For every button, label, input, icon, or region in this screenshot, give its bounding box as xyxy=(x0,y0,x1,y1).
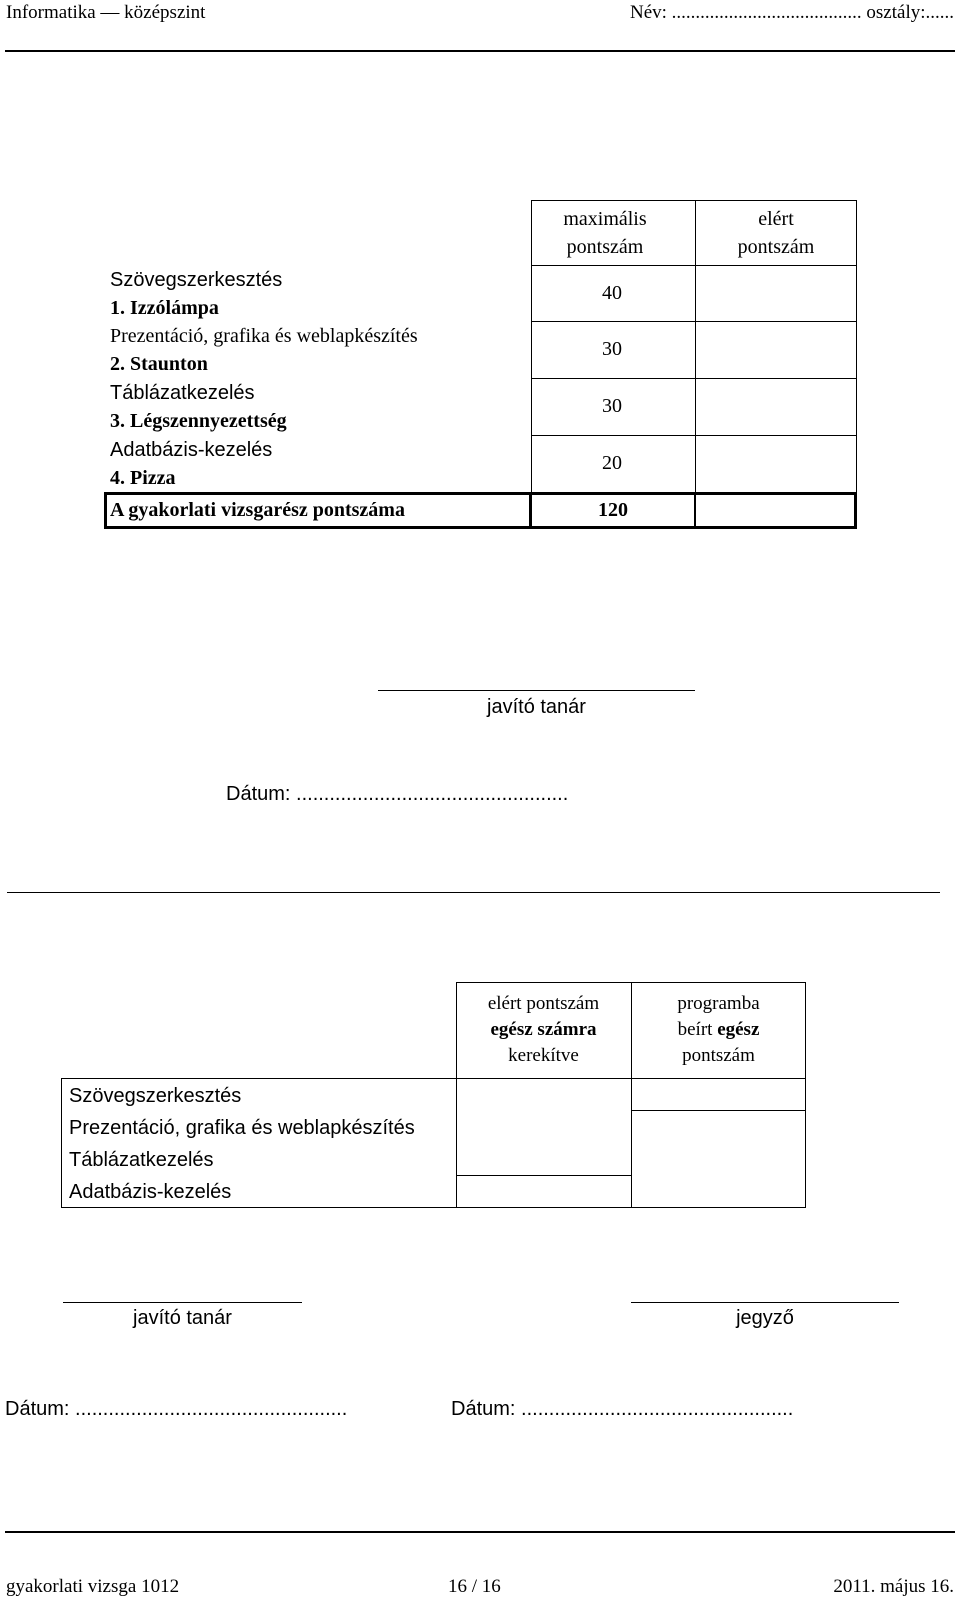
footer-date: 2011. május 16. xyxy=(833,1576,954,1597)
signature-line xyxy=(63,1302,302,1303)
signature-line xyxy=(631,1302,899,1303)
total-label: A gyakorlati vizsgarész pontszáma xyxy=(110,499,405,521)
t1-border xyxy=(531,200,532,527)
t1-total-border xyxy=(104,492,107,529)
table-row xyxy=(110,266,530,322)
achieved-header-line1: elért xyxy=(758,208,794,230)
table-row: Adatbázis-kezelés xyxy=(69,1181,232,1203)
date-field: Dátum: ................................................. xyxy=(451,1398,794,1420)
table-row: Táblázatkezelés xyxy=(69,1149,214,1171)
header-line-bold: egész xyxy=(717,1019,760,1040)
header-line: elért pontszám xyxy=(487,993,600,1014)
table-row: Szövegszerkesztés xyxy=(69,1085,242,1107)
row-category: Adatbázis-kezelés xyxy=(110,439,273,461)
table-row xyxy=(110,322,530,378)
header-line: beírt xyxy=(677,1019,718,1040)
row-max-points: 30 xyxy=(602,395,622,417)
header-line: pontszám xyxy=(682,1045,755,1066)
header-line: egész számra xyxy=(490,1019,597,1040)
header-rule xyxy=(5,50,955,52)
row-task: 1. Izzólámpa xyxy=(110,297,219,319)
row-task: 2. Staunton xyxy=(110,353,208,375)
signature-label-teacher: javító tanár xyxy=(133,1307,232,1329)
signature-label: javító tanár xyxy=(487,696,586,718)
t1-border xyxy=(856,200,857,527)
date-field: Dátum: ................................................. xyxy=(5,1398,348,1420)
t1-border xyxy=(695,200,696,527)
row-max-points: 40 xyxy=(602,282,622,304)
row-task: 3. Légszennyezettség xyxy=(110,410,287,432)
row-max-points: 20 xyxy=(602,452,622,474)
page-number: 16 / 16 xyxy=(448,1576,501,1597)
date-field: Dátum: ................................................. xyxy=(226,783,569,805)
t1-total-border xyxy=(854,492,857,529)
header-subject: Informatika — középszint xyxy=(6,2,206,23)
t1-total-border xyxy=(104,492,857,495)
t1-border xyxy=(531,200,696,201)
row-category: Szövegszerkesztés xyxy=(110,269,283,291)
t1-border xyxy=(531,378,857,379)
section-divider xyxy=(7,892,940,893)
t1-border xyxy=(531,265,857,266)
table-row xyxy=(110,436,530,492)
t2-border xyxy=(456,1175,631,1176)
header-line: programba xyxy=(677,993,760,1014)
t1-border xyxy=(531,321,857,322)
signature-line xyxy=(378,690,695,691)
row-max-points: 30 xyxy=(602,338,622,360)
max-header-line2: pontszám xyxy=(566,236,644,258)
table-row: Prezentáció, grafika és weblapkészítés xyxy=(69,1117,415,1139)
signature-label-notary: jegyző xyxy=(736,1307,794,1329)
table-row xyxy=(110,379,530,435)
achieved-points-header xyxy=(695,205,857,261)
t1-border xyxy=(531,435,857,436)
row-category: Prezentáció, grafika és weblapkészítés xyxy=(110,325,418,347)
header-name-class: Név: ........................................ osztály:...... xyxy=(629,2,954,23)
t2-border xyxy=(61,1078,62,1208)
total-value: 120 xyxy=(598,499,628,521)
row-task: 4. Pizza xyxy=(110,467,176,489)
achieved-header-line2: pontszám xyxy=(737,236,815,258)
max-header-line1: maximális xyxy=(563,208,647,230)
footer-exam-code: gyakorlati vizsga 1012 xyxy=(6,1576,180,1597)
t2-border xyxy=(61,1078,806,1079)
row-category: Táblázatkezelés xyxy=(110,382,255,404)
rounded-points-header xyxy=(456,991,631,1069)
footer-rule xyxy=(5,1531,955,1533)
entered-points-header xyxy=(631,991,806,1069)
header-line: kerekítve xyxy=(508,1045,579,1066)
t1-total-border xyxy=(104,526,857,529)
t2-border xyxy=(631,1110,806,1111)
max-points-header xyxy=(525,205,685,261)
